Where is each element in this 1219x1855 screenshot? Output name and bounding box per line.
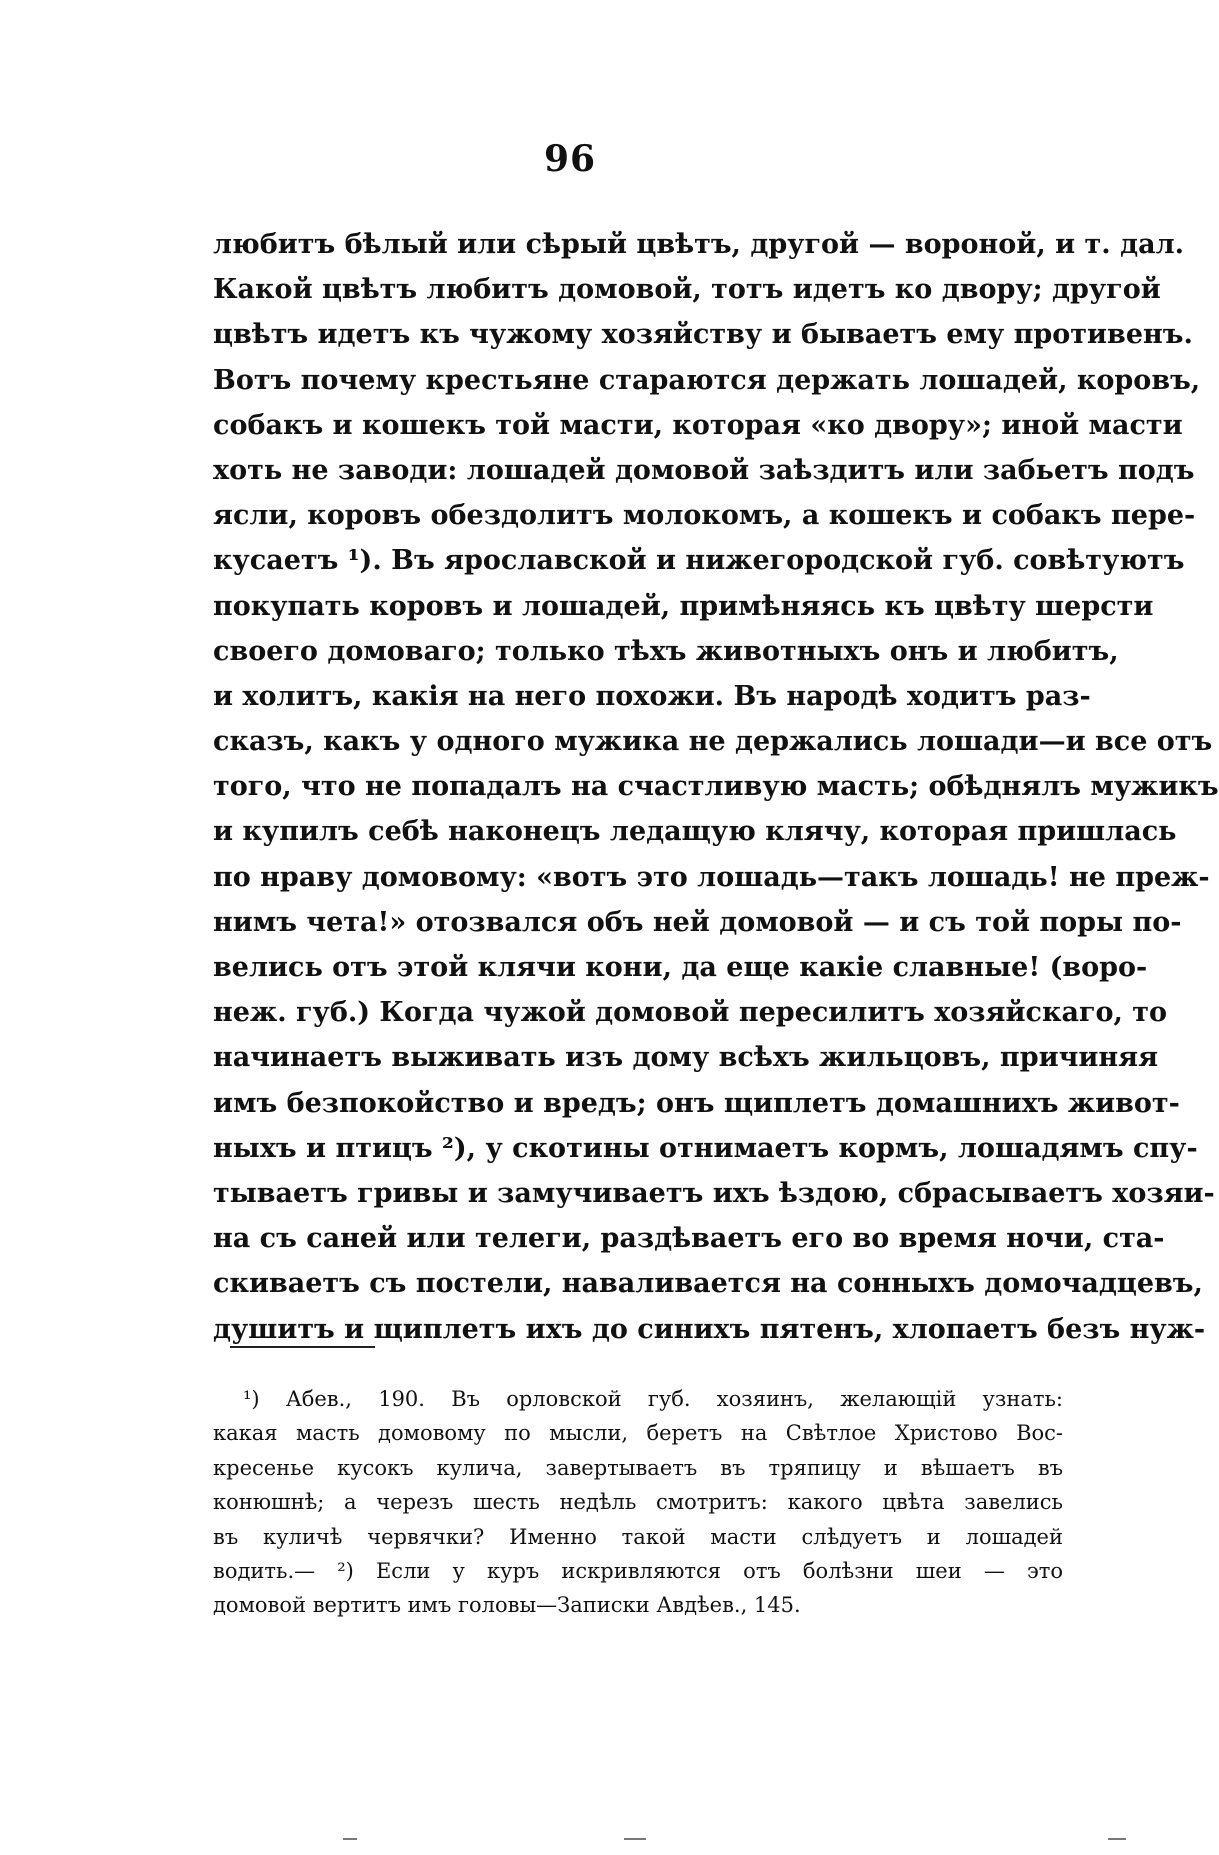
text-line: скиваетъ съ постели, наваливается на сонныхъ домочадцевъ, xyxy=(213,1268,1203,1300)
text-line: цвѣтъ идетъ къ чужому хозяйству и бываетъ ему противенъ. xyxy=(213,319,1193,351)
text-line: велись отъ этой клячи кони, да еще какіе славные! (воро- xyxy=(213,952,1148,983)
text-line: нимъ чета!» отозвался объ ней домовой — и съ той поры по- xyxy=(213,906,1182,938)
text-line: кусаетъ ¹). Въ ярославской и нижегородской губ. совѣтуютъ xyxy=(213,545,1185,577)
text-line: и купилъ себѣ наконецъ ледащую клячу, которая пришлась xyxy=(213,816,1177,848)
edge-mark xyxy=(343,1838,357,1840)
text-line: Какой цвѣтъ любитъ домовой, тотъ идетъ ко двору; другой xyxy=(213,274,1161,306)
text-line: сказъ, какъ у одного мужика не держались лошади—и все отъ xyxy=(213,726,1213,758)
text-line: ясли, коровъ обездолитъ молокомъ, а кошекъ и собакъ пере- xyxy=(213,500,1196,532)
text-line: душитъ и щиплетъ ихъ до синихъ пятенъ, хлопаетъ безъ нуж- xyxy=(213,1313,1206,1345)
text-line: тываетъ гривы и замучиваетъ ихъ ѣздою, сбрасываетъ хозяи- xyxy=(213,1177,1215,1209)
footnote-line: кресенье кусокъ кулича, завертываетъ въ тряпицу и вѣшаетъ въ xyxy=(213,1455,1063,1480)
text-line: хоть не заводи: лошадей домовой заѣздитъ или забьетъ подъ xyxy=(213,454,1195,486)
text-line: на съ саней или телеги, раздѣваетъ его во время ночи, ста- xyxy=(213,1223,1165,1255)
footnote-line: какая масть домовому по мысли, беретъ на Свѣтлое Христово Вос- xyxy=(213,1421,1063,1446)
text-line: любитъ бѣлый или сѣрый цвѣтъ, другой — вороной, и т. дал. xyxy=(213,229,1185,260)
text-line: неж. губ.) Когда чужой домовой пересилитъ хозяйскаго, то xyxy=(213,997,1168,1029)
text-line: своего домоваго; только тѣхъ животныхъ онъ и любитъ, xyxy=(213,635,1119,667)
text-line: по нраву домовому: «вотъ это лошадь—такъ лошадь! не преж- xyxy=(213,861,1210,893)
text-line: имъ безпокойство и вредъ; онъ щиплетъ домашнихъ живот- xyxy=(213,1087,1180,1119)
edge-mark xyxy=(624,1838,646,1840)
page-number: 96 xyxy=(543,138,597,180)
footnote-line: конюшнѣ; а черезъ шесть недѣль смотритъ: какого цвѣта завелись xyxy=(213,1490,1063,1515)
footnote-line: водить.— ²) Если у куръ искривляются отъ болѣзни шеи — это xyxy=(213,1558,1063,1583)
main-text xyxy=(213,222,1219,1352)
text-line: начинаетъ выживать изъ дому всѣхъ жильцовъ, причиняя xyxy=(213,1042,1159,1074)
text-line: собакъ и кошекъ той масти, которая «ко двору»; иной масти xyxy=(213,409,1183,441)
text-line: ныхъ и птицъ ²), у скотины отнимаетъ кормъ, лошадямъ спу- xyxy=(213,1132,1198,1164)
footnote-separator xyxy=(230,1346,375,1348)
text-line: и холитъ, какія на него похожи. Въ народѣ ходитъ раз- xyxy=(213,680,1091,712)
footnote-line: въ куличѣ червячки? Именно такой масти слѣдуетъ и лошадей xyxy=(213,1524,1063,1549)
footnotes xyxy=(213,1382,1063,1623)
text-line: того, что не попадалъ на счастливую масть; обѣднялъ мужикъ xyxy=(213,771,1219,803)
text-line: Вотъ почему крестьяне стараются держать лошадей, коровъ, xyxy=(213,364,1201,396)
footnote-line: ¹) Абев., 190. Въ орловской губ. хозяинъ, желающій узнать: xyxy=(243,1387,1063,1411)
bottom-edge-marks xyxy=(0,1838,1140,1842)
edge-mark xyxy=(1108,1838,1126,1840)
text-line: покупать коровъ и лошадей, примѣняясь къ цвѣту шерсти xyxy=(213,590,1154,622)
footnote-line: домовой вертитъ имъ головы—Записки Авдѣев., 145. xyxy=(213,1593,801,1618)
